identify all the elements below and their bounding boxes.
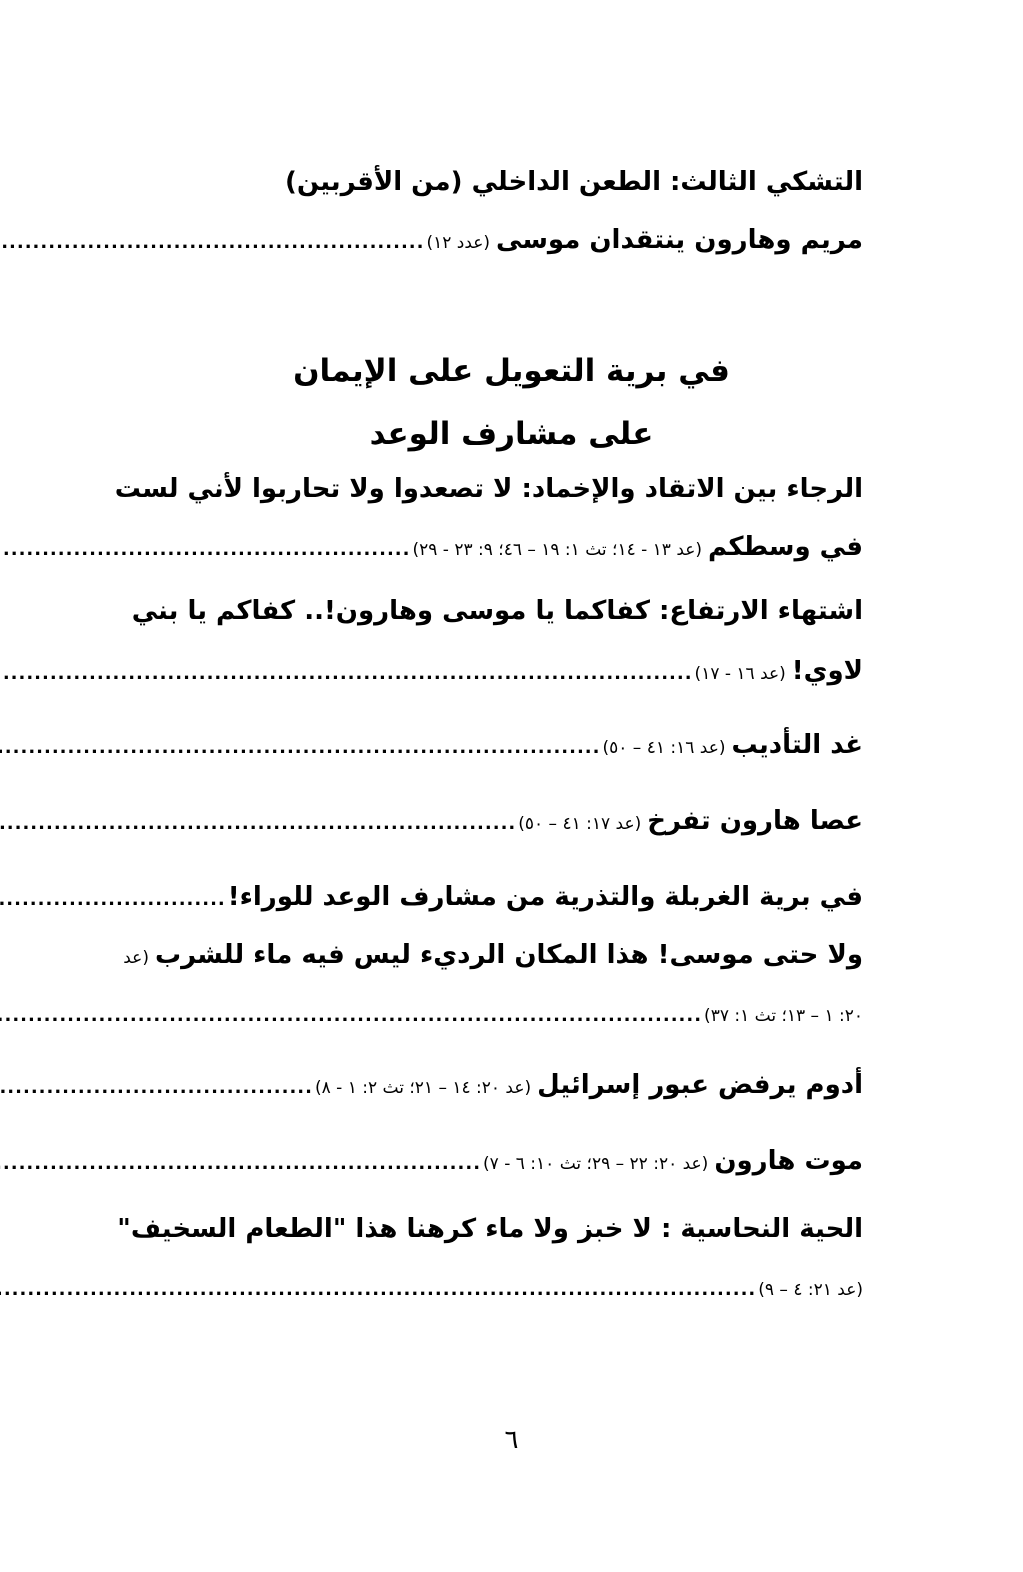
chapter-subheading	[160, 406, 863, 462]
entry-text: التشكي الثالث: الطعن الداخلي (من الأقربين)	[284, 167, 863, 197]
entry-text: الحية النحاسية : لا خبز ولا ماء كرهنا هذا "الطعام السخيف"	[117, 1214, 863, 1244]
toc-section-title	[160, 157, 863, 207]
toc-entry-line	[117, 1204, 863, 1254]
entry-text: غد التأديب	[731, 730, 863, 760]
toc-entry	[160, 215, 863, 268]
dot-leader	[0, 723, 600, 773]
entry-reference: (عد ١٣ - ١٤؛ تث ١: ١٩ – ٤٦؛ ٩: ٢٣ - ٢٩)	[412, 540, 703, 560]
entry-reference: (عد ١٦: ٤١ – ٥٠)	[602, 738, 726, 758]
entry-reference: (عدد ١٢)	[426, 233, 491, 253]
toc-entry-line	[114, 464, 863, 514]
chapter-heading	[160, 343, 863, 399]
dot-leader	[0, 799, 516, 849]
toc-entry	[160, 1060, 863, 1113]
entry-text: في برية الغربلة والتذرية من مشارف الوعد للوراء!	[227, 882, 863, 912]
entry-text: أدوم يرفض عبور إسرائيل	[537, 1070, 863, 1100]
toc-entry-line	[131, 586, 863, 636]
entry-reference: (عد ٢٠: ٢٢ – ٢٩؛ تث ١٠: ٦ - ٧)	[483, 1154, 709, 1174]
toc-entry	[160, 796, 863, 849]
toc-entry	[160, 720, 863, 773]
entry-text: في وسطكم	[708, 532, 863, 562]
heading-line-2: على مشارف الوعد	[369, 416, 654, 452]
entry-text: موت هارون	[714, 1146, 863, 1176]
entry-text: مريم وهارون ينتقدان موسى	[496, 225, 863, 255]
dot-leader	[0, 525, 410, 575]
entry-reference: (عد ١٧: ٤١ – ٥٠)	[518, 814, 642, 834]
toc-entry	[160, 522, 863, 575]
entry-reference: (عد ٢١: ٤ – ٩)	[758, 1280, 863, 1300]
dot-leader	[0, 649, 693, 699]
page-number: ٦	[504, 1425, 519, 1455]
entry-text: ولا حتى موسى! هذا المكان الرديء ليس فيه ماء للشرب	[154, 940, 863, 970]
toc-entry	[160, 1262, 863, 1315]
entry-text: الرجاء بين الاتقاد والإخماد: لا تصعدوا ولا تحاربوا لأني لست	[114, 474, 863, 504]
toc-entry	[160, 872, 863, 925]
toc-entry	[160, 1136, 863, 1189]
entry-text: اشتهاء الارتفاع: كفاكما يا موسى وهارون!.. كفاكم يا بني	[131, 596, 863, 626]
entry-text: عصا هارون تفرخ	[647, 806, 863, 836]
dot-leader	[0, 218, 424, 268]
toc-entry	[160, 988, 863, 1041]
heading-line-1: في برية التعويل على الإيمان	[293, 353, 730, 389]
toc-entry-line	[123, 930, 863, 983]
entry-text: لاوي!	[791, 656, 863, 686]
dot-leader	[0, 1063, 313, 1113]
entry-reference: (عد	[123, 948, 149, 968]
dot-leader	[0, 875, 226, 925]
dot-leader	[0, 1139, 481, 1189]
entry-reference: ٢٠: ١ – ١٣؛ تث ١: ٣٧)	[704, 1006, 863, 1026]
entry-reference: (عد ٢٠: ١٤ – ٢١؛ تث ٢: ١ - ٨)	[314, 1078, 532, 1098]
dot-leader	[0, 1265, 756, 1315]
entry-reference: (عد ١٦ - ١٧)	[694, 664, 786, 684]
toc-entry	[160, 646, 863, 699]
dot-leader	[0, 991, 702, 1041]
